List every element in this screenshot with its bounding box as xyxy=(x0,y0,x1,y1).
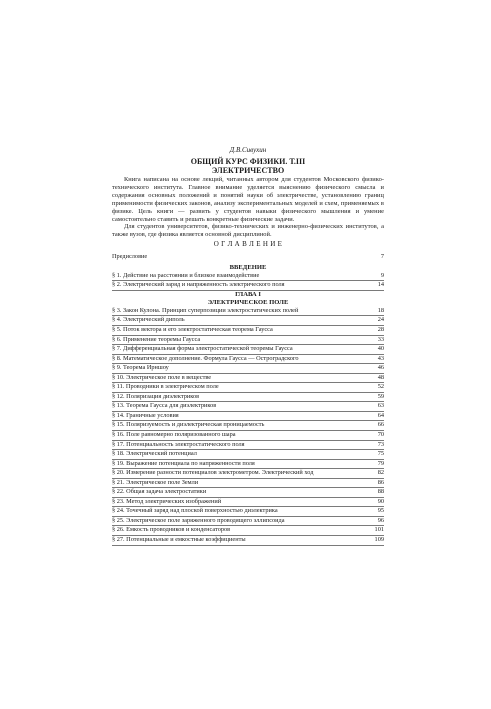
toc-entry[interactable] xyxy=(112,345,384,355)
toc-entry-title: § 3. Закон Кулона. Принцип суперпозиции электростатических полей xyxy=(112,306,299,314)
toc-entry[interactable] xyxy=(112,450,384,460)
toc-entry-title: § 11. Проводники в электрическом поле xyxy=(112,383,219,391)
toc-entry-page: 82 xyxy=(377,469,384,477)
toc-entry[interactable] xyxy=(112,507,384,517)
chapter-number: ГЛАВА I xyxy=(235,290,261,298)
toc-entry[interactable] xyxy=(112,431,384,441)
toc-entry-page: 96 xyxy=(377,516,384,524)
toc-title: О Г Л А В Л Е Н И Е xyxy=(213,240,283,249)
toc-entry-title: § 25. Электрическое поле заряженного проводящего эллипсоида xyxy=(112,516,285,524)
toc-entry[interactable] xyxy=(112,364,384,374)
toc-entry-page: 88 xyxy=(377,488,384,496)
toc-entry[interactable] xyxy=(112,421,384,431)
toc-entry[interactable] xyxy=(112,469,384,479)
toc-entry-page: 59 xyxy=(377,392,384,400)
toc-entry-title: § 20. Измерение разности потенциалов электрометром. Электрический ход xyxy=(112,469,314,477)
toc-entry-page: 9 xyxy=(380,271,384,279)
toc-entry-page: 109 xyxy=(374,536,384,544)
toc-entry-page: 33 xyxy=(377,335,384,343)
toc-entry-page: 75 xyxy=(377,450,384,458)
toc-entry-title: § 7. Дифференциальная форма электростатической теоремы Гаусса xyxy=(112,345,293,353)
content-block xyxy=(112,146,384,546)
toc-entry[interactable] xyxy=(112,479,384,489)
book-subtitle: ЭЛЕКТРИЧЕСТВО xyxy=(211,166,285,175)
toc-entry-title: § 14. Граничные условия xyxy=(112,411,179,419)
toc-entry-title: § 23. Метод электрических изображений xyxy=(112,497,222,505)
toc-entry-page: 73 xyxy=(377,440,384,448)
toc-entry-title: § 9. Теорема Ирншоу xyxy=(112,364,169,372)
toc-entry[interactable] xyxy=(112,517,384,527)
toc-entry-page: 86 xyxy=(377,478,384,486)
toc-entry-page: 70 xyxy=(377,431,384,438)
chapter-entries xyxy=(112,307,384,546)
toc-entry-page: 66 xyxy=(377,421,384,429)
toc-entry[interactable] xyxy=(112,536,384,546)
toc-entry-title: § 19. Выражение потенциала по напряженности поля xyxy=(112,459,255,467)
abstract xyxy=(112,176,384,239)
toc-entry[interactable] xyxy=(112,272,384,282)
abstract-paragraph: Для студентов университетов, физико-технических и инженерно-физических институтов, а также вузов, где физика является основной дисциплиной. xyxy=(112,223,384,239)
toc-entry-title: § 21. Электрическое поле Земли xyxy=(112,478,199,486)
intro-heading: ВВЕДЕНИЕ xyxy=(229,263,267,271)
toc-entry-page: 28 xyxy=(377,325,384,333)
author: Д.В.Сивухин xyxy=(229,146,267,154)
toc-entry-title: § 13. Теорема Гаусса для диэлектриков xyxy=(112,402,217,410)
toc-entry-page: 52 xyxy=(377,383,384,391)
toc-entry-title: § 26. Емкость проводников и конденсаторов xyxy=(112,526,231,534)
toc-entry-title: § 10. Электрическое поле в веществе xyxy=(112,373,212,381)
toc-entry-title: § 5. Поток вектора и его электростатическая теорема Гаусса xyxy=(112,325,273,333)
toc-entry[interactable] xyxy=(112,412,384,422)
toc-entry[interactable] xyxy=(112,488,384,498)
toc-entry-title: § 17. Потенциальность электростатического поля xyxy=(112,440,245,448)
toc-entry[interactable] xyxy=(112,498,384,508)
toc-entry-title: § 8. Математическое дополнение. Формула Гаусса — Остроградского xyxy=(112,354,299,362)
toc-entry-page: 14 xyxy=(377,281,384,289)
toc-entry[interactable] xyxy=(112,526,384,536)
toc-entry-page: 95 xyxy=(377,507,384,515)
toc-entry[interactable] xyxy=(112,316,384,326)
toc-entry-title: § 15. Поляризуемость и диэлектрическая проницаемость xyxy=(112,421,265,429)
toc-entry-page: 40 xyxy=(377,345,384,353)
toc-entry-title: § 12. Поляризация диэлектриков xyxy=(112,392,200,400)
toc-entry[interactable] xyxy=(112,441,384,451)
toc-entry-title: § 27. Потенциальные и емкостные коэффициенты xyxy=(112,536,246,544)
toc-entry-page: 46 xyxy=(377,364,384,372)
toc-entry-page: 48 xyxy=(377,373,384,381)
toc-entry-title: § 4. Электрический диполь xyxy=(112,316,185,324)
toc-entry-page: 7 xyxy=(380,253,384,261)
toc-entry[interactable] xyxy=(112,307,384,317)
toc-entry-title: § 18. Электрический потенциал xyxy=(112,450,197,458)
toc-entry[interactable] xyxy=(112,336,384,346)
toc-entry[interactable] xyxy=(112,326,384,336)
toc-entry-title: § 24. Точечный заряд над плоской поверхностью диэлектрика xyxy=(112,507,278,515)
toc-entry[interactable] xyxy=(112,374,384,384)
toc-entry-page: 101 xyxy=(374,526,384,534)
book-title: ОБЩИЙ КУРС ФИЗИКИ. Т.III xyxy=(190,157,306,166)
chapter-title: ЭЛЕКТРИЧЕСКОЕ ПОЛЕ xyxy=(207,298,289,306)
toc-entry[interactable] xyxy=(112,393,384,403)
toc-entry-page: 79 xyxy=(377,459,384,467)
toc-entry-page: 24 xyxy=(377,316,384,324)
toc-entry[interactable] xyxy=(112,402,384,412)
toc-entry[interactable] xyxy=(112,281,384,291)
toc-entry-title: § 22. Общая задача электростатики xyxy=(112,488,207,496)
toc-entry-page: 64 xyxy=(377,411,384,419)
table-of-contents xyxy=(112,253,384,545)
toc-entry[interactable] xyxy=(112,460,384,470)
abstract-paragraph: Книга написана на основе лекций, читанных автором для студентов Московского физико-технического института. Главное внимание уделяется выяснению физического смысла и содержания основных положений и понятий науки об электричестве, установлению границ применимости физических законов, анализу экспериментальных моделей и схем, применяемых в физике. Цель книги — развить у студентов навыки физического мышления и умение самостоятельно ставить и решать конкретные физические задачи. xyxy=(112,176,384,223)
toc-entry-title: Предисловие xyxy=(112,253,148,261)
toc-entry[interactable] xyxy=(112,383,384,393)
toc-entry-preface[interactable] xyxy=(112,253,384,262)
toc-entry-title: § 6. Применение теоремы Гаусса xyxy=(112,335,201,343)
toc-entry-title: § 1. Действие на расстоянии и близкое взаимодействие xyxy=(112,271,260,279)
toc-entry-page: 63 xyxy=(377,402,384,410)
toc-entry[interactable] xyxy=(112,355,384,365)
toc-entry-page: 43 xyxy=(377,354,384,362)
toc-entry-title: § 2. Электрический заряд и напряженность электрического поля xyxy=(112,281,285,289)
toc-entry-title: § 16. Поле равномерно поляризованного шара xyxy=(112,431,236,438)
toc-entry-page: 18 xyxy=(377,306,384,314)
toc-entry-page: 90 xyxy=(377,497,384,505)
